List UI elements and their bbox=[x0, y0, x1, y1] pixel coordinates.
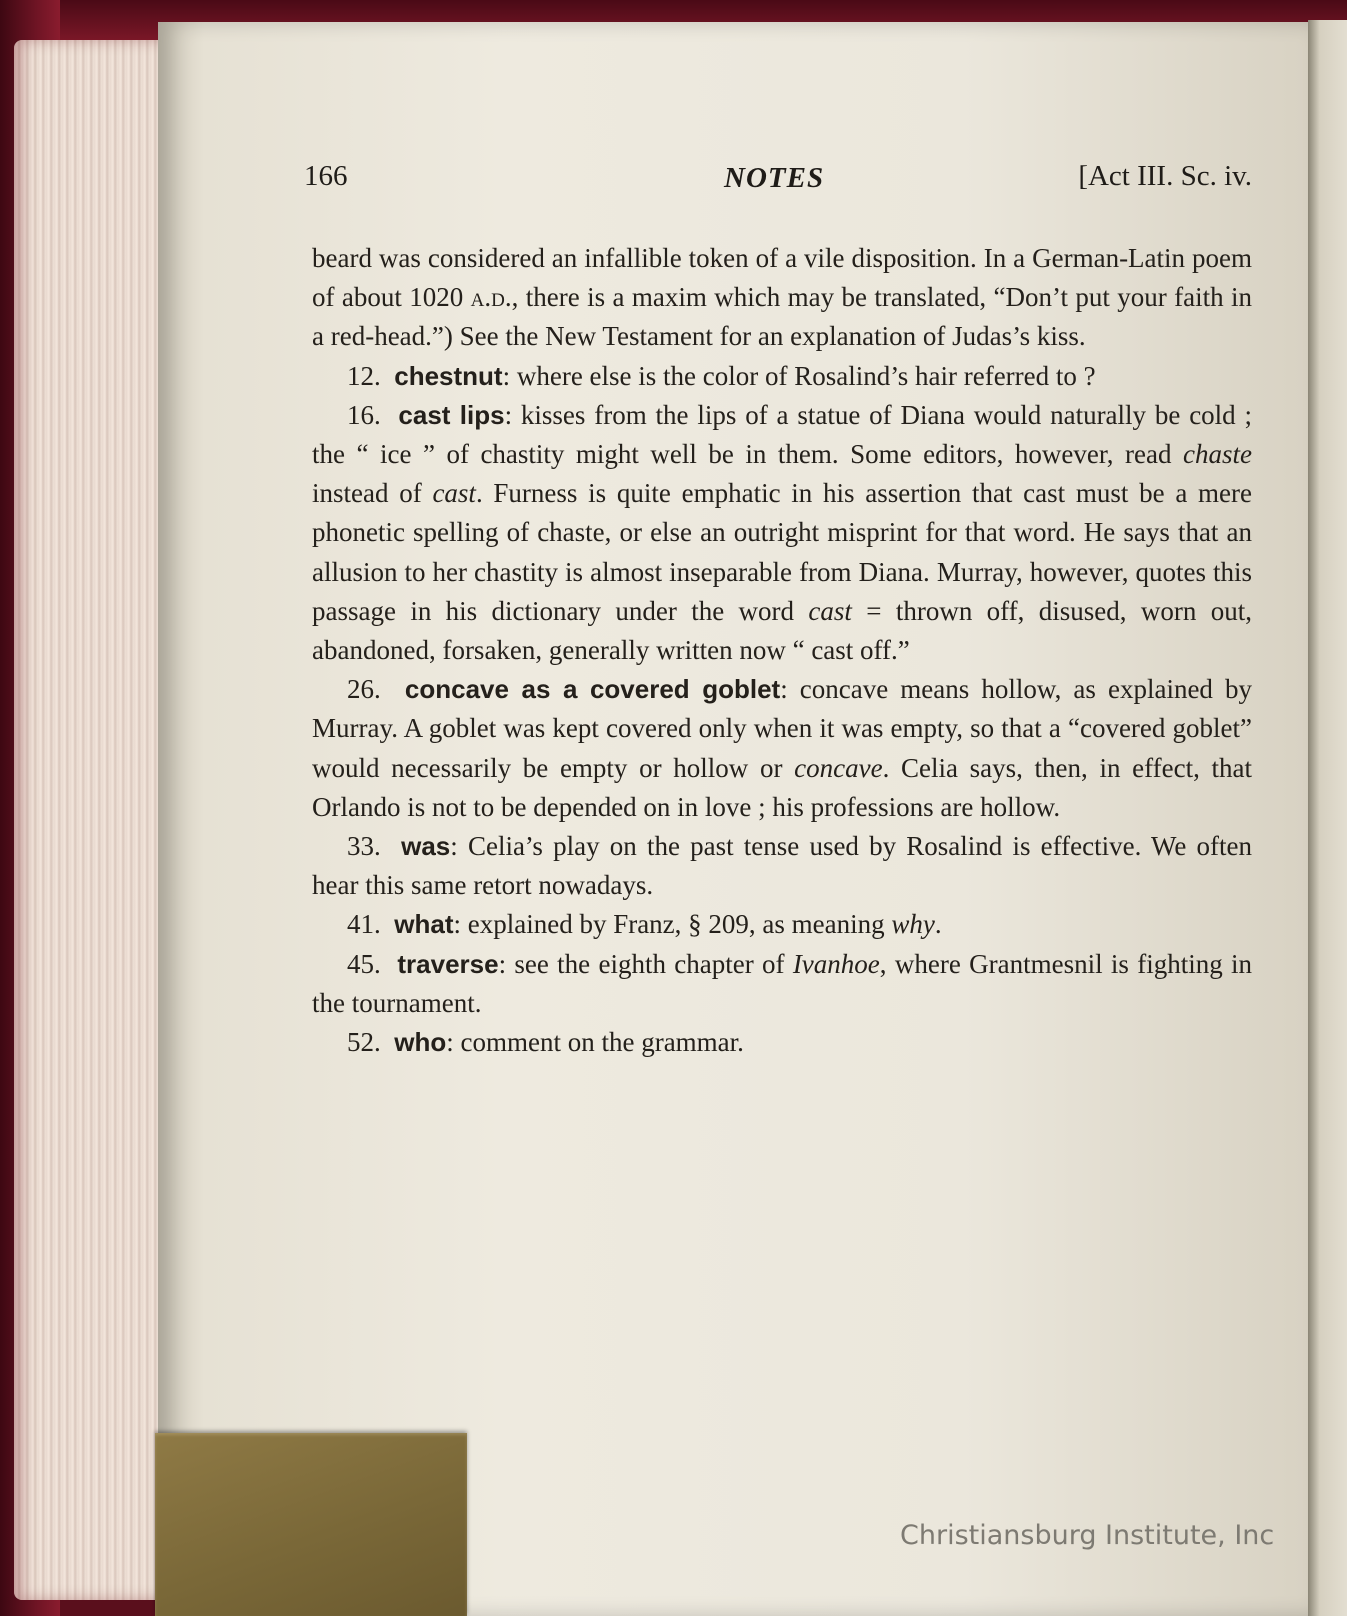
page-number: 166 bbox=[304, 160, 348, 192]
note-line-number: 16. bbox=[347, 399, 381, 430]
note-lemma: chestnut bbox=[394, 360, 503, 391]
note-text: . Furness is quite emphatic in his assertion that cast must be a mere phonetic spelling of chaste, or else an outright misprint for that word. He says that an allusion to her chastity is almost inseparable from Diana. Murray, however, quotes this passage in his dictionary under the word bbox=[312, 478, 1252, 626]
note-entry bbox=[312, 1023, 1252, 1062]
italic-term: Ivanhoe bbox=[792, 948, 880, 979]
note-lemma: cast lips bbox=[398, 399, 505, 430]
note-entry bbox=[312, 827, 1252, 905]
section-reference: [Act III. Sc. iv. bbox=[1078, 160, 1252, 192]
italic-term: cast bbox=[432, 478, 476, 509]
text-segment: , there is a maxim which may be translated, “Don’t put your faith in a red-head.”) See the New Testament for an explanation of Judas’s kiss. bbox=[312, 282, 1252, 352]
bookmark bbox=[155, 1433, 467, 1616]
continuation-paragraph bbox=[312, 239, 1252, 357]
note-text: instead of bbox=[312, 478, 433, 509]
note-line-number: 41. bbox=[347, 909, 381, 940]
note-entry bbox=[312, 905, 1252, 944]
note-line-number: 33. bbox=[347, 831, 381, 862]
note-text: : explained by Franz, § 209, as meaning bbox=[453, 909, 892, 940]
note-entry bbox=[312, 357, 1252, 396]
note-text: : kisses from the lips of a statue of Diana would naturally be cold ; the “ ice ” of chastity might well be in them. Some editors, however, read bbox=[312, 399, 1253, 470]
facing-page bbox=[1308, 20, 1347, 1616]
notes-list bbox=[312, 357, 1252, 1063]
page-header bbox=[304, 160, 1252, 200]
note-line-number: 26. bbox=[347, 674, 381, 705]
note-lemma: what bbox=[394, 909, 454, 940]
page-edges bbox=[14, 40, 164, 1600]
note-entry bbox=[312, 396, 1252, 670]
note-text: : Celia’s play on the past tense used by Rosalind is effective. We often hear this same retort nowadays. bbox=[312, 831, 1252, 901]
note-lemma: was bbox=[401, 831, 451, 862]
era-abbreviation: a.d. bbox=[470, 282, 512, 313]
note-entry bbox=[312, 670, 1252, 827]
note-text: . Celia says, then, in effect, that Orlando is not to be depended on in love ; his professions are hollow. bbox=[312, 752, 1253, 822]
running-title: NOTES bbox=[724, 162, 825, 194]
note-entry bbox=[312, 945, 1252, 1023]
note-lemma: who bbox=[394, 1027, 447, 1058]
italic-term: cast bbox=[808, 595, 852, 626]
note-text: : concave means hollow, as explained by Murray. A goblet was kept covered only when it was empty, so that a “covered goblet” would necessarily be empty or hollow or bbox=[312, 674, 1252, 783]
note-lemma: traverse bbox=[397, 948, 499, 979]
note-text: : where else is the color of Rosalind’s hair referred to ? bbox=[502, 360, 1096, 391]
note-text: : comment on the grammar. bbox=[446, 1027, 744, 1058]
note-text: . bbox=[934, 909, 942, 940]
italic-term: concave bbox=[794, 752, 883, 783]
notes-body bbox=[312, 239, 1252, 1062]
note-lemma: concave as a covered goblet bbox=[404, 674, 781, 705]
italic-term: why bbox=[891, 909, 935, 940]
note-text: : see the eighth chapter of bbox=[498, 948, 793, 979]
note-text: = thrown off, disused, worn out, abandoned, forsaken, generally written now “ cast off.” bbox=[312, 595, 1252, 666]
note-text: , where Grantmesnil is fighting in the tournament. bbox=[312, 948, 1253, 1018]
note-line-number: 45. bbox=[347, 948, 381, 979]
note-line-number: 12. bbox=[347, 360, 381, 391]
text-segment: beard was considered an infallible token of a vile disposition. In a German-Latin poem of about 1020 bbox=[312, 243, 1252, 313]
italic-term: chaste bbox=[1183, 439, 1252, 470]
note-line-number: 52. bbox=[347, 1027, 381, 1058]
watermark-text: Christiansburg Institute, Inc bbox=[900, 1520, 1275, 1551]
